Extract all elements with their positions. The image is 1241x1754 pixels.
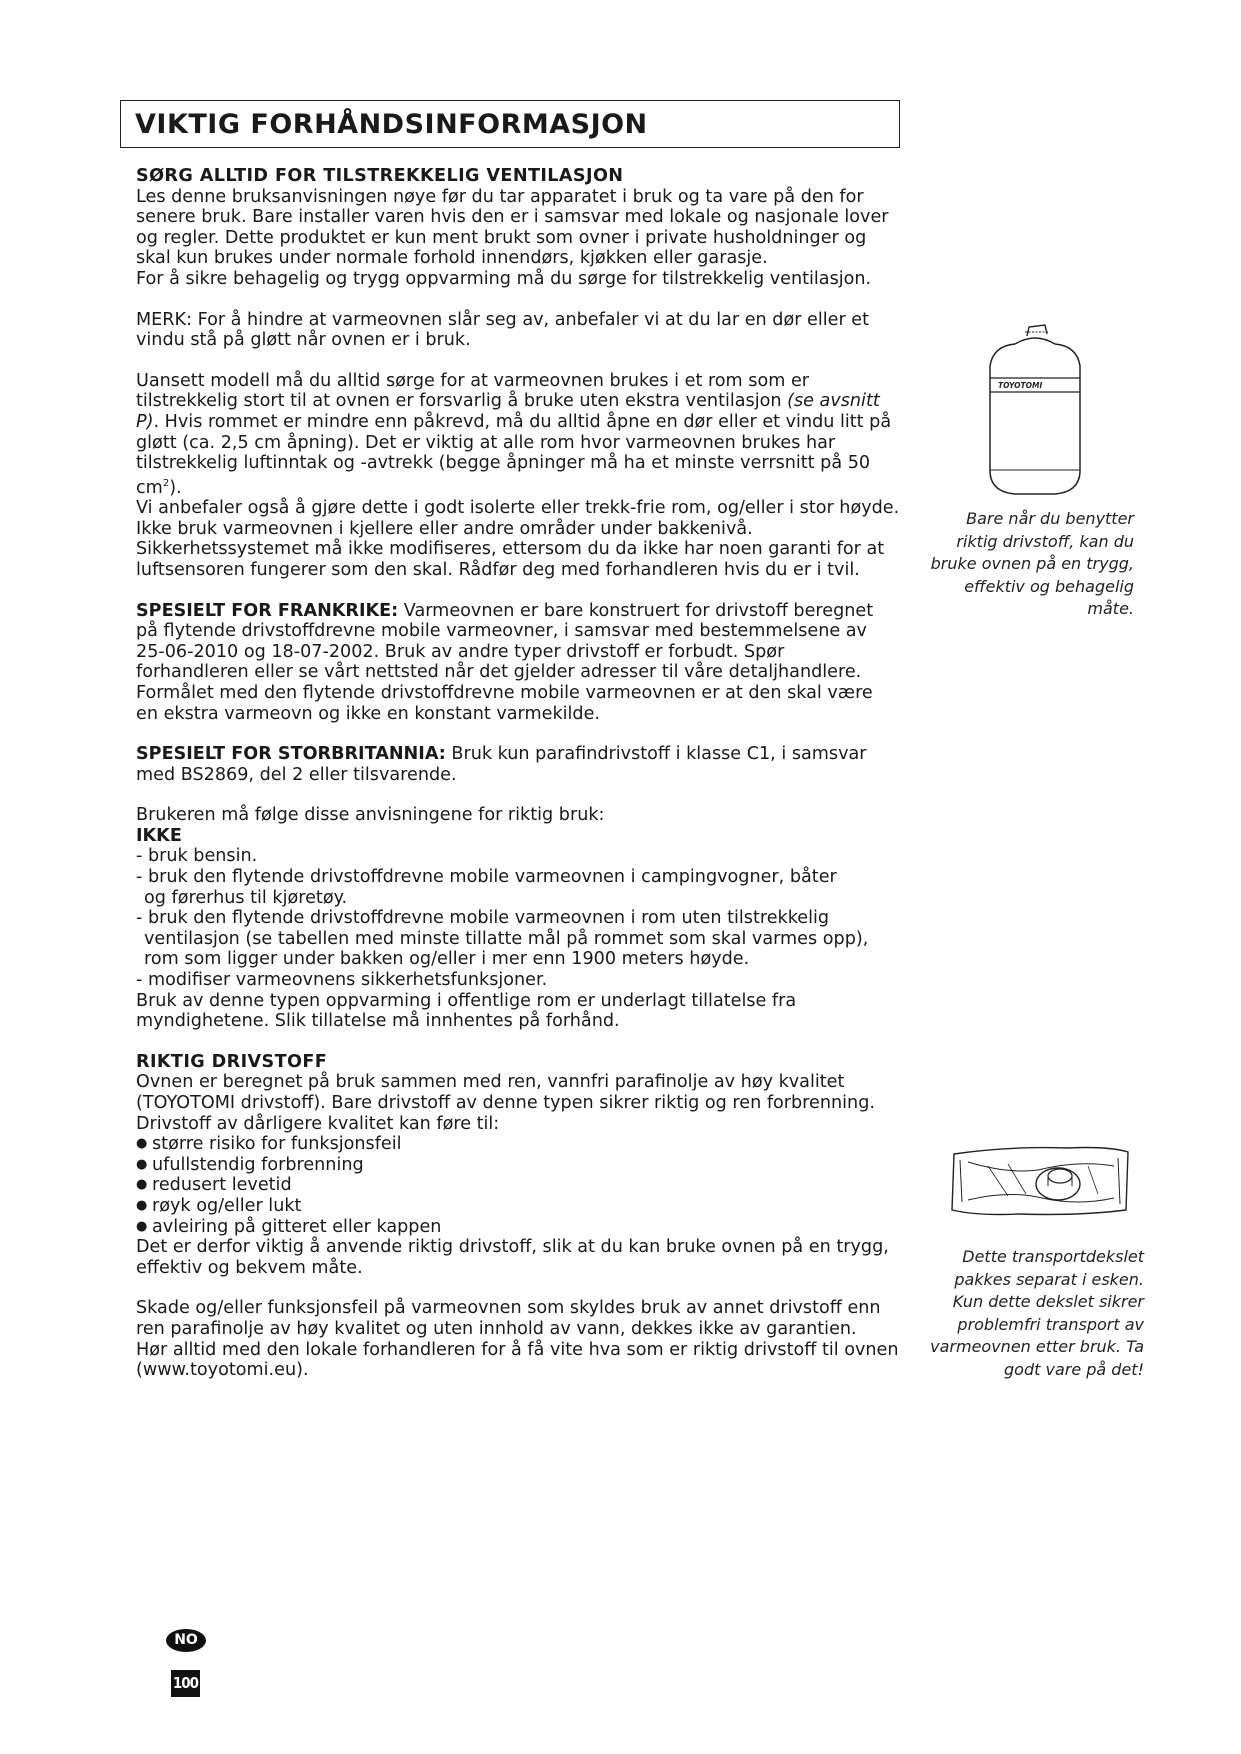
ventilation-paragraph-1: Les denne bruksanvisningen nøye før du tar apparatet i bruk og ta vare på den for senere bruk. Bare installer varen hvis den er i samsvar med lokale og nasjonale lover og regler. Dette produktet er kun ment brukt som ovner i private husholdninger og skal kun brukes under normale forhold innendørs, kjøkken eller garasje. [136,186,889,269]
usage-item: - bruk bensin. [136,846,258,867]
france-paragraph: SPESIELT FOR FRANKRIKE: Varmeovnen er bare konstruert for drivstoff beregnet på flytende drivstoffdrevne mobile varmeovner, i samsvar med bestemmelsene av 25-06-2010 og 18-07-2002. Bruk av andre typer drivstoff er forbudt. Spør forhandleren eller se vårt nettsted når det gjelder adresser til våre detaljhandlere. Formålet med den flytende drivstoffdrevne mobile varmeovnen er at den skal være en ekstra varmeovn og ikke en konstant varmekilde. [136,600,874,724]
insulated-room-paragraph: Vi anbefaler også å gjøre dette i godt isolerte eller trekk-frie rom, og/eller i stor høyde. Ikke bruk varmeovnen i kjellere eller andre områder under bakkenivå. [136,498,900,539]
page-title: VIKTIG FORHÅNDSINFORMASJON [135,109,648,140]
fuel-bullet: ● røyk og/eller lukt [136,1195,302,1216]
room-size-paragraph: Uansett modell må du alltid sørge for at varmeovnen brukes i et rom som er tilstrekkelig stort til at ovnen er forsvarlig å bruke uten ekstra ventilasjon (se avsnitt P). Hvis rommet er mindre enn påkrevd, må du alltid åpne en dør eller et vindu litt på gløtt (ca. 2,5 cm åpning). Det er viktig at alle rom hvor varmeovnen brukes har tilstrekkelig luftinntak og -avtrekk (begge åpninger må ha et minste verrsnitt på 50 $cm^2$). [136,370,892,498]
note-paragraph: MERK: For å hindre at varmeovnen slår seg av, anbefaler vi at du lar en dør eller et vindu stå på gløtt når ovnen er i bruk. [136,309,870,351]
france-label: SPESIELT FOR FRANKRIKE: [136,600,399,621]
fuel-heading: RIKTIG DRIVSTOFF [136,1051,328,1072]
uk-label: SPESIELT FOR STORBRITANNIA: [136,744,446,765]
uk-paragraph: SPESIELT FOR STORBRITANNIA: Bruk kun parafindrivstoff i klasse C1, i samsvar med BS2869, del 2 eller tilsvarende. [136,744,867,785]
fuel-paragraph-2: Det er derfor viktig å anvende riktig drivstoff, slik at du kan bruke ovnen på en trygg, effektiv og bekvem måte. [136,1237,889,1278]
usage-intro: Brukeren må følge disse anvisningene for riktig bruk: [136,805,605,826]
usage-item: ventilasjon (se tabellen med minste tillatte mål på rommet som skal varmes opp), [144,928,869,949]
fuel-paragraph-1: Ovnen er beregnet på bruk sammen med ren, vannfri parafinolje av høy kvalitet (TOYOTOMI drivstoff). Bare drivstoff av denne typen sikrer riktig og ren forbrenning. Drivstoff av dårligere kvalitet kan føre til: [136,1072,875,1134]
transport-cover-caption: Dette transportdekslet pakkes separat i esken. Kun dette dekslet sikrer problemfri transport av varmeovnen etter bruk. Ta godt vare på det! [930,1247,1144,1379]
page-number: 100 [171,1670,200,1697]
can-brand-label: TOYOTOMI [998,381,1043,390]
fuel-can-caption: Bare når du benytter riktig drivstoff, kan du bruke ovnen på en trygg, effektiv og behagelig måte. [930,509,1134,618]
warranty-paragraph: Skade og/eller funksjonsfeil på varmeovnen som skyldes bruk av annet drivstoff enn ren parafinolje av høy kvalitet og uten innhold av vann, dekkes ikke av garantien. [136,1298,881,1339]
public-room-paragraph: Bruk av denne typen oppvarming i offentlige rom er underlagt tillatelse fra myndighetene. Slik tillatelse må innhentes på forhånd. [136,990,797,1032]
title-box [120,100,900,148]
usage-item: - modifiser varmeovnens sikkerhetsfunksjoner. [136,970,548,991]
language-badge: NO [166,1629,206,1652]
usage-item: - bruk den flytende drivstoffdrevne mobile varmeovnen i rom uten tilstrekkelig [136,908,830,929]
ventilation-paragraph-2: For å sikre behagelig og trygg oppvarming må du sørge for tilstrekkelig ventilasjon. [136,268,872,289]
fuel-bullet: ● ufullstendig forbrenning [136,1154,364,1175]
main-text [136,166,900,1381]
usage-item: og førerhus til kjøretøy. [144,887,348,908]
usage-item: rom som ligger under bakken og/eller i mer enn 1900 meters høyde. [144,949,750,970]
fuel-bullet: ● avleiring på gitteret eller kappen [136,1216,442,1237]
fuel-bullet: ● større risiko for funksjonsfeil [136,1134,402,1155]
ventilation-heading: SØRG ALLTID FOR TILSTREKKELIG VENTILASJON [136,166,624,186]
fuel-can-illustration [985,322,1085,498]
transport-cover-illustration [948,1140,1132,1220]
ikke-label: IKKE [136,825,182,846]
safety-system-paragraph: Sikkerhetssystemet må ikke modifiseres, ettersom du da ikke har noen garanti for at luftsensoren fungerer som den skal. Rådfør deg med forhandleren hvis du er i tvil. [136,539,885,580]
fuel-bullet: ● redusert levetid [136,1175,292,1196]
section-reference: (se avsnitt P) [136,391,880,432]
dealer-paragraph: Hør alltid med den lokale forhandleren for å få vite hva som er riktig drivstoff til ovnen (www.toyotomi.eu). [136,1339,899,1381]
usage-item: - bruk den flytende drivstoffdrevne mobile varmeovnen i campingvogner, båter [136,867,837,888]
